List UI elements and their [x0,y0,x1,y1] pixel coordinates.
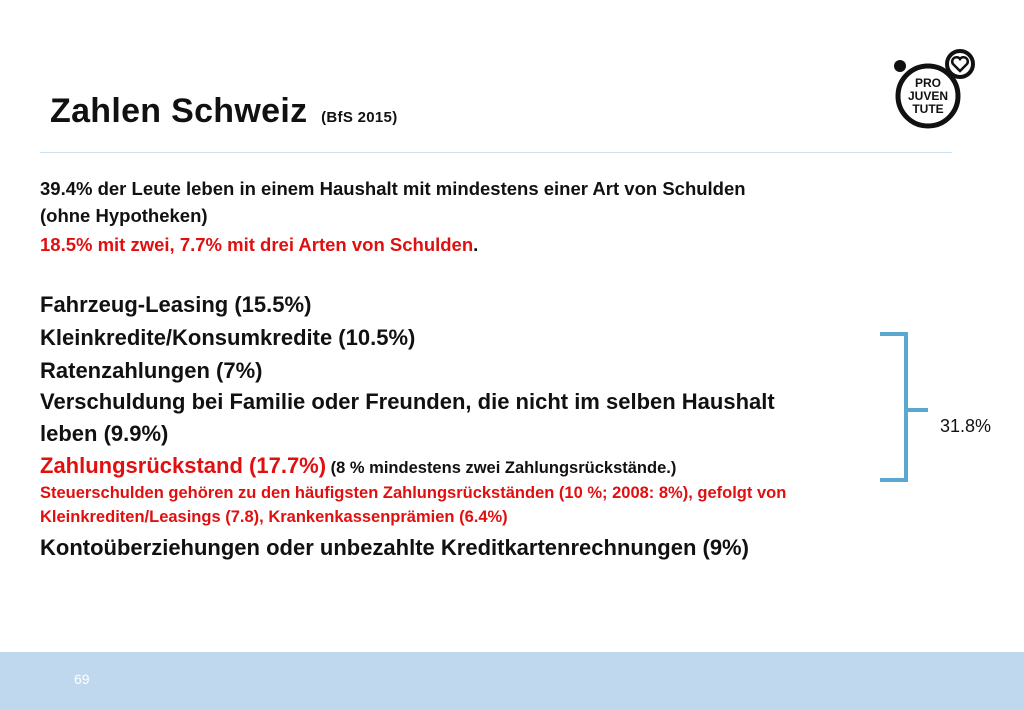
debt-item-leasing: Fahrzeug-Leasing (15.5%) [40,292,312,317]
debt-item-family-line-1: Verschuldung bei Familie oder Freunden, die nicht im selben Haushalt [40,389,775,414]
page-number: 69 [74,671,90,687]
overdraft-line: Kontoüberziehungen oder unbezahlte Kreditkartenrechnungen (9%) [40,535,749,560]
logo-text-line-1: PRO [914,76,942,90]
intro-line-2: (ohne Hypotheken) [40,205,208,226]
slide-title-source: (BfS 2015) [321,109,398,126]
tax-debt-line-2: Kleinkrediten/Leasings (7.8), Krankenkassenprämien (6.4%) [40,508,508,526]
logo-text-line-3: TUTE [912,102,944,116]
debt-item-family-line-2: leben (9.9%) [40,421,169,446]
arrears-note: (8 % mindestens zwei Zahlungsrückstände.) [326,459,677,477]
debt-item-installments: Ratenzahlungen (7%) [40,358,263,383]
slide-title [50,92,397,131]
arrears-line [40,450,676,484]
tax-debt-line-1: Steuerschulden gehören zu den häufigsten Zahlungsrückständen (10 %; 2008: 8%), gefolgt von [40,484,787,502]
pro-juventute-logo [886,46,982,136]
slide-title-text: Zahlen Schweiz [50,92,308,130]
debt-item-consumer-credit: Kleinkredite/Konsumkredite (10.5%) [40,325,416,350]
intro-line-3 [40,233,478,257]
intro-red-text: 18.5% mit zwei, 7.7% mit drei Arten von Schulden [40,234,474,255]
footer-bar [0,652,1024,709]
intro-red-end: . [473,234,479,255]
arrears-label: Zahlungsrückstand (17.7%) [40,453,327,478]
intro-line-1: 39.4% der Leute leben in einem Haushalt mit mindestens einer Art von Schulden [40,178,746,199]
title-divider [40,152,952,153]
logo-dot [894,60,906,72]
bracket-total-label: 31.8% [940,416,992,436]
logo-text-line-2: JUVEN [907,89,949,103]
right-bracket-icon [870,330,940,490]
